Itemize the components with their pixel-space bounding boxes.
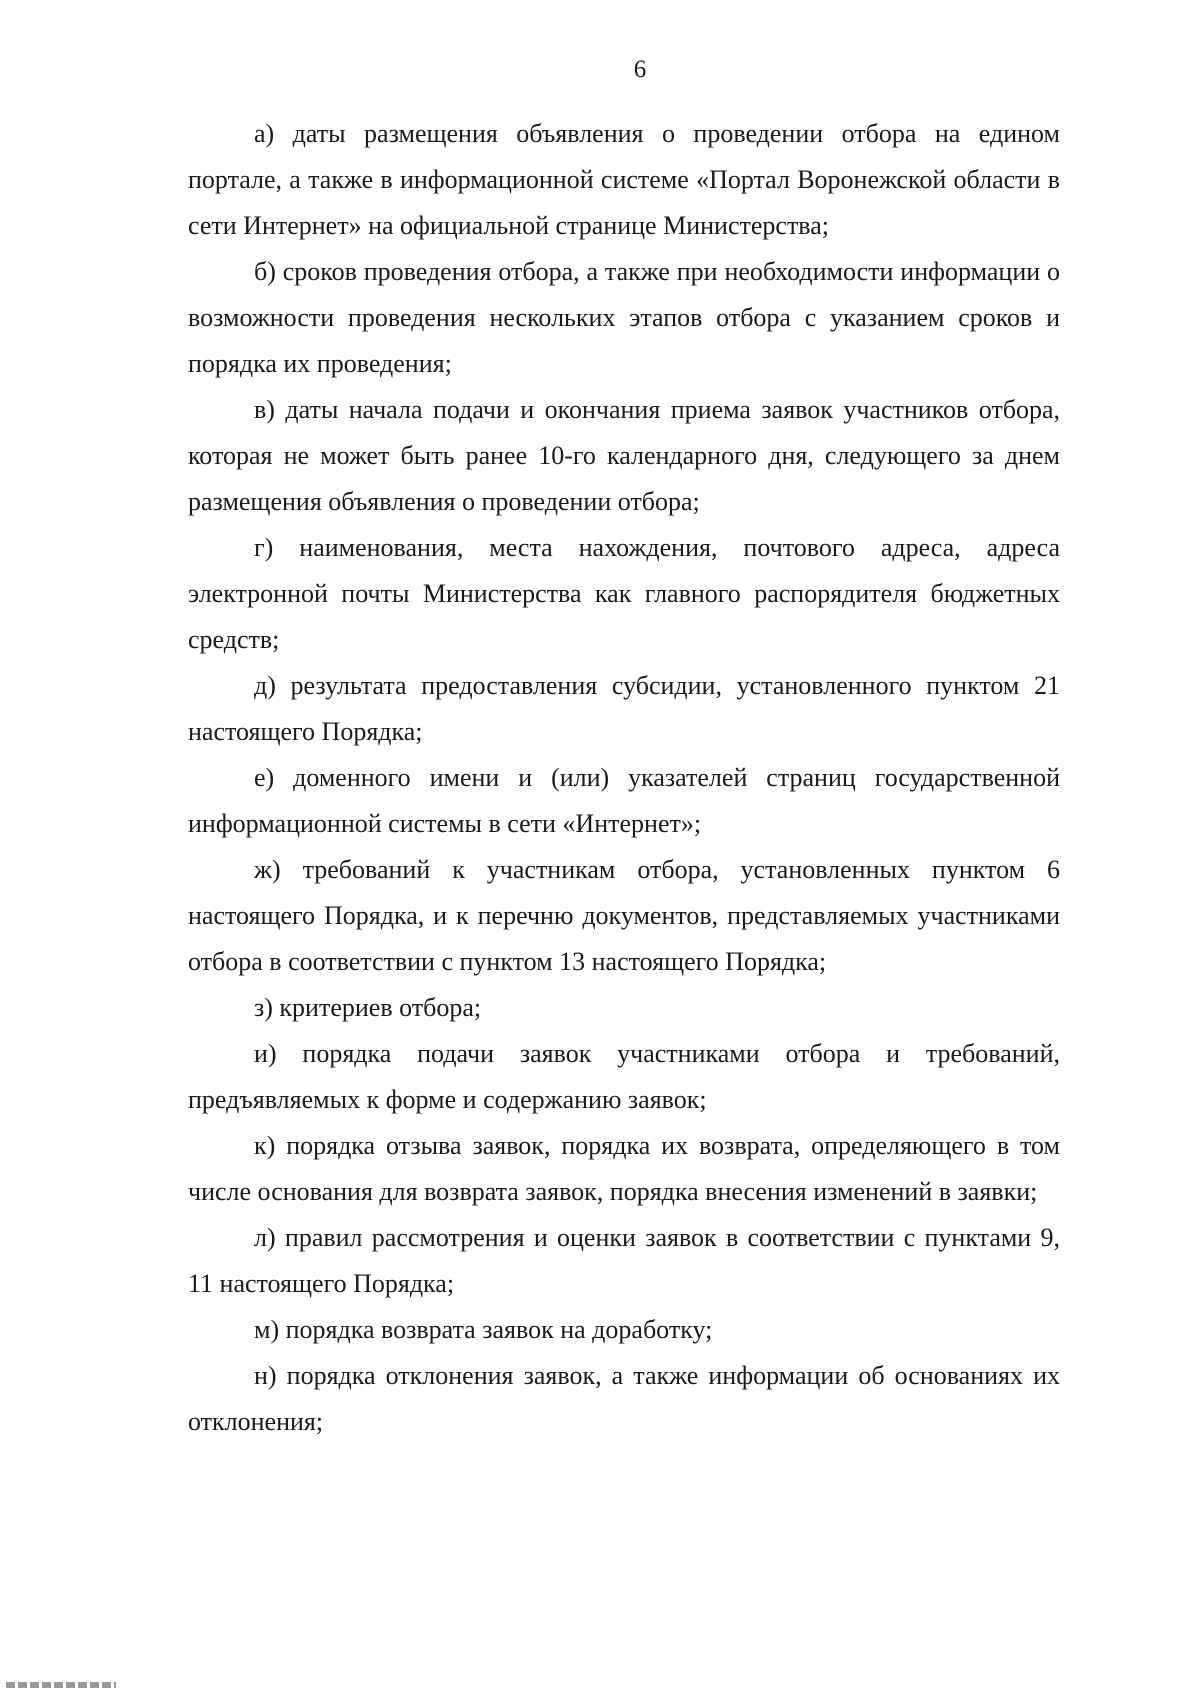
paragraph-b: б) сроков проведения отбора, а также при необходимости информации о возможности проведения нескольких этапов отбора с указанием сроков и порядка их проведения;	[188, 257, 1060, 378]
paragraph-k: к) порядка отзыва заявок, порядка их возврата, определяющего в том числе основания для возврата заявок, порядка внесения изменений в заявки;	[188, 1131, 1060, 1206]
paragraph-m: м) порядка возврата заявок на доработку;	[254, 1315, 713, 1344]
paragraph-zh: ж) требований к участникам отбора, установленных пунктом 6 настоящего Порядка, и к перечню документов, представляемых участниками отбора в соответствии с пунктом 13 настоящего Порядка;	[188, 855, 1060, 976]
paragraph-a: а) даты размещения объявления о проведении отбора на едином портале, а также в информационной системе «Портал Воронежской области в сети Интернет» на официальной странице Министерства;	[188, 119, 1060, 240]
document-body	[188, 111, 1060, 1445]
paragraph-e: е) доменного имени и (или) указателей страниц государственной информационной системы в сети «Интернет»;	[188, 763, 1060, 838]
paragraph-z: з) критериев отбора;	[254, 993, 482, 1022]
paragraph-d: д) результата предоставления субсидии, установленного пунктом 21 настоящего Порядка;	[188, 671, 1060, 746]
paragraph-n: н) порядка отклонения заявок, а также информации об основаниях их отклонения;	[188, 1361, 1060, 1436]
paragraph-v: в) даты начала подачи и окончания приема заявок участников отбора, которая не может быть ранее 10-го календарного дня, следующего за днем размещения объявления о проведении отбора;	[188, 395, 1060, 516]
page-number: 6	[633, 56, 647, 83]
scan-edge-mark	[6, 1682, 116, 1688]
paragraph-g: г) наименования, места нахождения, почтового адреса, адреса электронной почты Министерства как главного распорядителя бюджетных средств;	[188, 533, 1060, 654]
paragraph-l: л) правил рассмотрения и оценки заявок в соответствии с пунктами 9, 11 настоящего Порядка;	[188, 1223, 1060, 1298]
paragraph-i: и) порядка подачи заявок участниками отбора и требований, предъявляемых к форме и содержанию заявок;	[188, 1039, 1060, 1114]
